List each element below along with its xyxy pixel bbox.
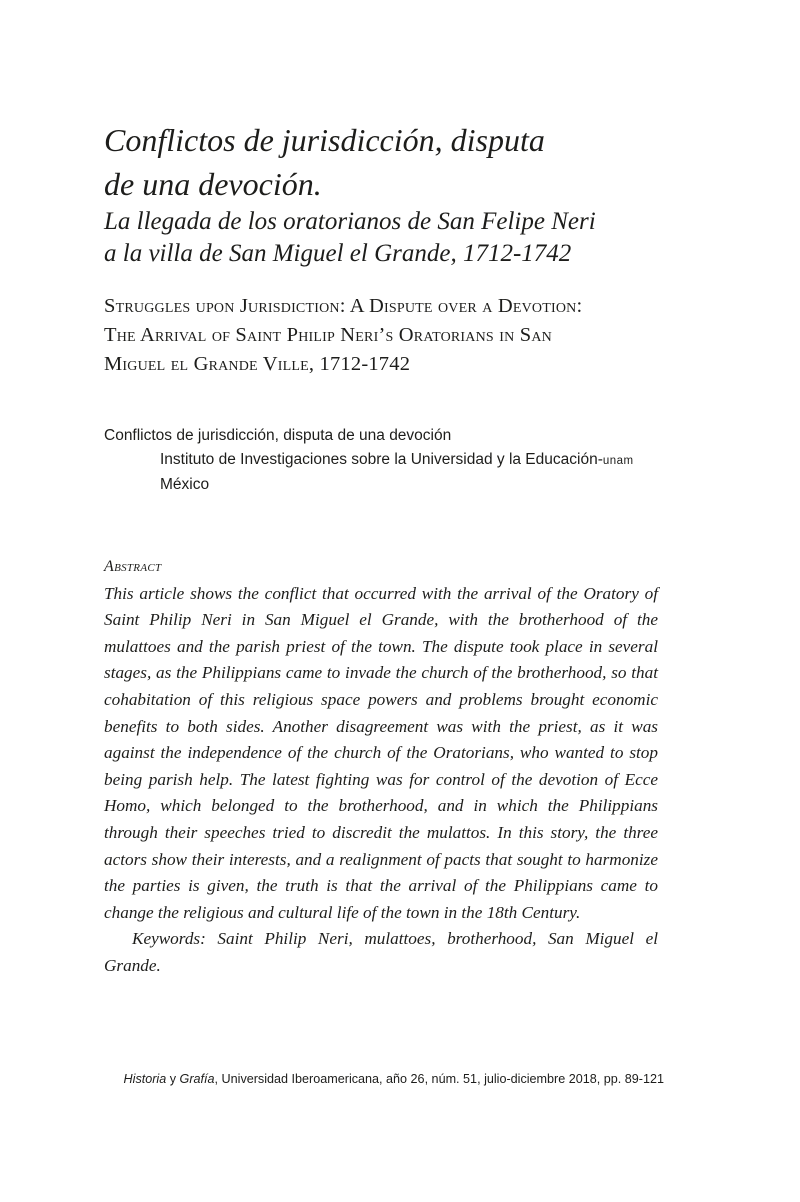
abstract-body: This article shows the conflict that occurred with the arrival of the Oratory of Saint Philip Neri in San Miguel el Grande, with the brotherhood of the mulattoes and the parish priest of the town. The dispute took place in several stages, as the Philippians came to invade the church of the brotherhood, so that cohabitation of this religious space powers and problems brought economic benefits to both sides. Another disagreement was with the priest, as it was against the independence of the church of the Oratorians, who wanted to stop being parish help. The latest fighting was for control of the devotion of Ecce Homo, which belonged to the brotherhood, and in which the Philippians through their speeches tried to discredit the mulattos. In this story, the three actors show their interests, and a realignment of pacts that sought to harmonize the parties is given, the truth is that the arrival of the Philippians came to change the religious and cultural life of the town in the 18th Century. [104, 583, 658, 922]
keywords: Keywords: Saint Philip Neri, mulattoes, brotherhood, San Miguel el Grande. [104, 929, 658, 975]
english-title-line-1: Struggles upon Jurisdiction: A Dispute over a Devotion: [104, 295, 583, 317]
english-title-line-2: The Arrival of Saint Philip Neri’s Oratorians in San [104, 324, 552, 346]
article-title [104, 118, 704, 206]
spanish-title-block [104, 118, 704, 270]
english-title-line-3: Miguel el Grande Ville, 1712-1742 [104, 353, 411, 375]
article-subtitle [104, 206, 704, 270]
institution-abbreviation: unam [602, 455, 634, 467]
abstract-heading: Abstract [104, 558, 162, 575]
english-title-block [104, 292, 704, 379]
journal-name-part-1: Historia [123, 1072, 167, 1086]
citation-details: , Universidad Iberoamericana, año 26, núm. 51, julio-diciembre 2018, pp. 89-121 [214, 1072, 664, 1086]
institution-text: Instituto de Investigaciones sobre la Universidad y la Educación- [160, 451, 603, 468]
author-affiliation [104, 424, 704, 497]
journal-name-connector: y [166, 1072, 180, 1086]
title-line-2: de una devoción. [104, 166, 322, 202]
journal-citation-footer [104, 1070, 664, 1088]
institution-name [104, 448, 704, 473]
abstract-section [104, 554, 658, 980]
title-line-1: Conflictos de jurisdicción, disputa [104, 122, 545, 158]
subtitle-line-2: a la villa de San Miguel el Grande, 1712-1742 [104, 240, 572, 267]
subtitle-line-1: La llegada de los oratorianos de San Felipe Neri [104, 208, 596, 235]
running-title: Conflictos de jurisdicción, disputa de una devoción [104, 427, 452, 444]
journal-name-part-2: Grafía [179, 1072, 215, 1086]
institution-country: México [160, 476, 210, 493]
